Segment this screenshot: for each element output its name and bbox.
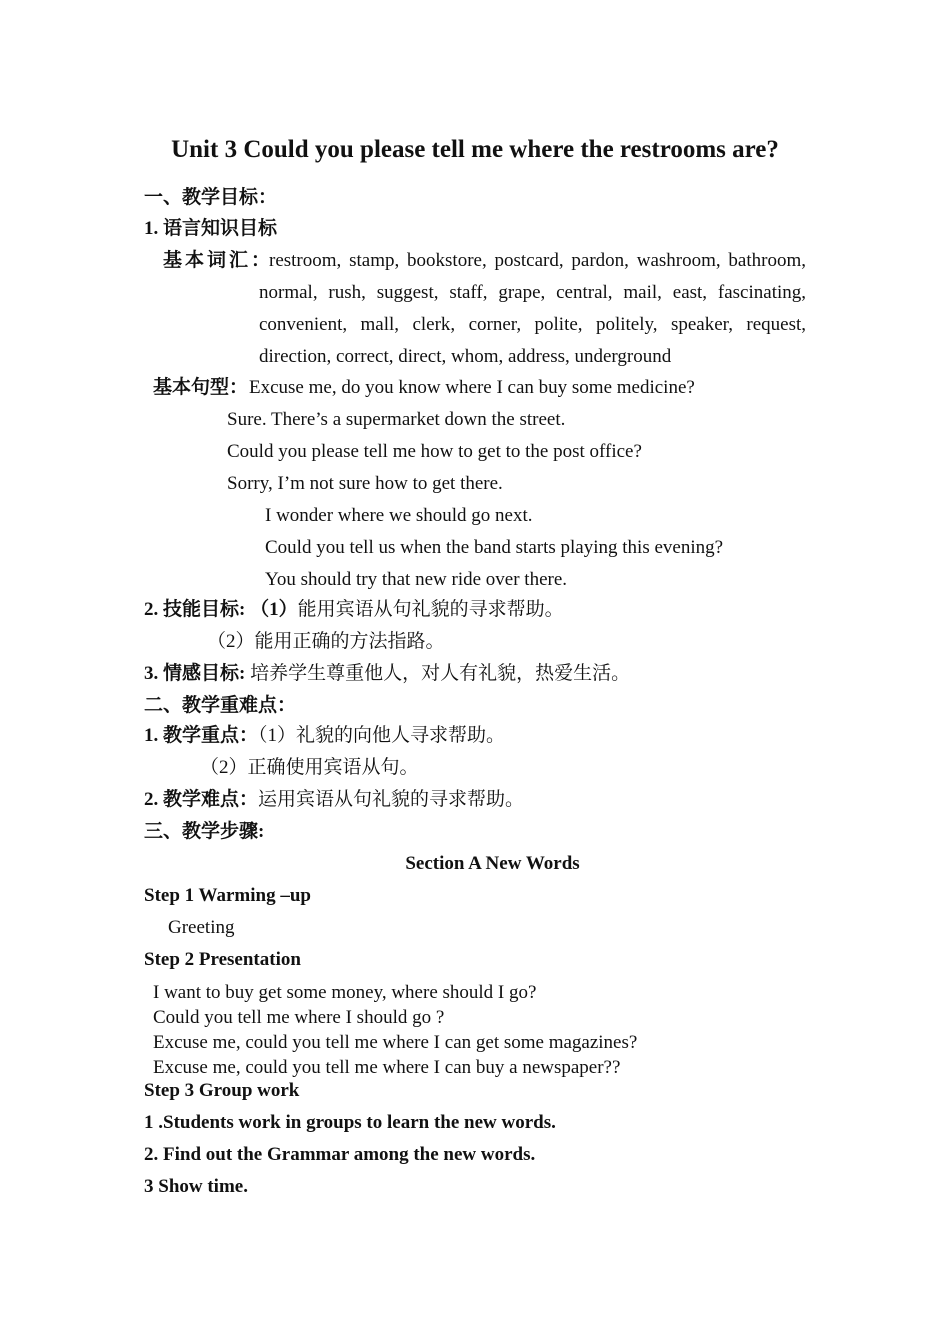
emotion-objective <box>144 662 630 686</box>
sentence-line: Excuse me, do you know where I can buy some medicine? <box>249 377 695 398</box>
sentence-label: 基本句型： <box>153 377 249 398</box>
key-points-heading: 二、教学重难点： <box>144 695 297 716</box>
step2-title: Step 2 Presentation <box>144 949 301 970</box>
focus-point <box>144 724 505 748</box>
vocab-line: normal, rush, suggest, staff, grape, central, mail, east, fascinating, <box>259 282 806 303</box>
step3-item: 1 .Students work in groups to learn the new words. <box>144 1112 556 1133</box>
sentence-line: Could you tell us when the band starts playing this evening? <box>265 537 724 558</box>
step2-line: I want to buy get some money, where should I go? <box>153 982 537 1003</box>
skill-item1-number: （1） <box>250 599 298 620</box>
knowledge-heading: 1. 语言知识目标 <box>144 218 278 239</box>
step1-text: Greeting <box>168 917 235 938</box>
emotion-label: 3. 情感目标: <box>144 663 246 684</box>
skill-objective <box>144 598 564 622</box>
sentence-line: Sure. There’s a supermarket down the street. <box>227 409 566 430</box>
steps-heading: 三、教学步骤: <box>144 821 265 842</box>
step3-item: 3 Show time. <box>144 1176 248 1197</box>
difficulty-point <box>144 788 524 812</box>
step3-item: 2. Find out the Grammar among the new words. <box>144 1144 536 1165</box>
vocab-label: 基本词汇： <box>163 250 274 271</box>
step1-title: Step 1 Warming –up <box>144 885 311 906</box>
vocab-line: direction, correct, direct, whom, address, underground <box>259 346 672 367</box>
sentence-line: I wonder where we should go next. <box>265 505 533 526</box>
sentence-line: Could you please tell me how to get to the post office? <box>227 441 642 462</box>
focus-item1: （1）礼貌的向他人寻求帮助。 <box>258 725 506 746</box>
skill-label: 2. 技能目标: <box>144 599 246 620</box>
section-title: Section A New Words <box>405 853 580 874</box>
vocab-line: restroom, stamp, bookstore, postcard, pardon, washroom, bathroom, <box>269 250 806 271</box>
skill-item2: （2）能用正确的方法指路。 <box>207 631 445 652</box>
document-title: Unit 3 Could you please tell me where the restrooms are? <box>171 136 779 163</box>
objectives-heading: 一、教学目标： <box>144 187 278 208</box>
step2-line: Could you tell me where I should go ? <box>153 1007 445 1028</box>
skill-item1-text: 能用宾语从句礼貌的寻求帮助。 <box>297 599 564 620</box>
vocab-line: convenient, mall, clerk, corner, polite, politely, speaker, request, <box>259 314 806 335</box>
sentence-line: Sorry, I’m not sure how to get there. <box>227 473 503 494</box>
step3-title: Step 3 Group work <box>144 1080 300 1101</box>
difficulty-label: 2. 教学难点： <box>144 789 259 810</box>
sentence-line: You should try that new ride over there. <box>265 569 568 590</box>
focus-label: 1. 教学重点： <box>144 725 259 746</box>
difficulty-text: 运用宾语从句礼貌的寻求帮助。 <box>258 789 525 810</box>
focus-item2: （2）正确使用宾语从句。 <box>200 757 419 778</box>
step2-line: Excuse me, could you tell me where I can buy a newspaper?? <box>153 1057 621 1078</box>
emotion-text: 培养学生尊重他人，对人有礼貌，热爱生活。 <box>250 663 631 684</box>
step2-line: Excuse me, could you tell me where I can get some magazines? <box>153 1032 638 1053</box>
